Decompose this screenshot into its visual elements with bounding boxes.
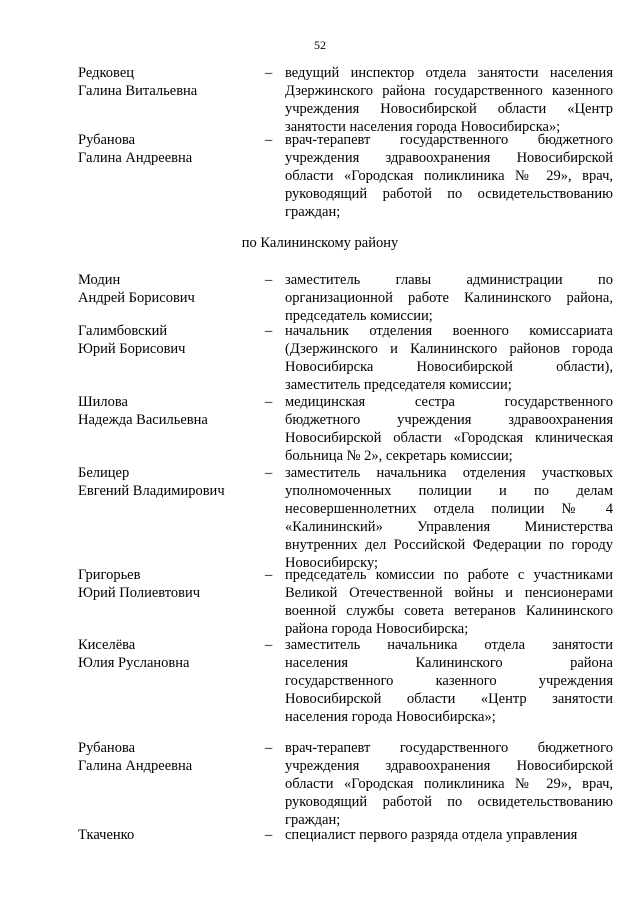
member-entry [78, 131, 613, 221]
member-name [78, 739, 263, 829]
dash-separator: – [265, 132, 273, 148]
page-number: 52 [314, 38, 326, 52]
member-given-names: Надежда Васильевна [78, 412, 208, 428]
position-line: внутренних дел Российской Федерации по городу [285, 537, 613, 553]
member-given-names: Галина Андреевна [78, 758, 193, 774]
member-surname: Галимбовский [78, 323, 168, 339]
position-line: района города Новосибирска; [285, 621, 469, 637]
position-line: руководящий работой по освидетельствованию [285, 186, 613, 202]
member-given-names: Андрей Борисович [78, 290, 195, 306]
member-name [78, 271, 263, 325]
member-entry [78, 271, 613, 325]
position-line: бюджетного учреждения здравоохранения [285, 412, 613, 428]
position-line: граждан; [285, 204, 341, 220]
member-entry [78, 393, 613, 465]
member-surname: Шилова [78, 394, 128, 410]
member-entry [78, 566, 613, 638]
dash-separator: – [265, 394, 273, 410]
member-name [78, 393, 263, 465]
member-entry [78, 64, 613, 136]
member-surname: Григорьев [78, 567, 141, 583]
position-line: начальник отделения военного комиссариата [285, 323, 613, 339]
position-line: председатель комиссии по работе с участниками [285, 567, 613, 583]
member-entry [78, 739, 613, 829]
member-surname: Ткаченко [78, 827, 135, 843]
dash-separator: – [265, 65, 273, 81]
member-name [78, 464, 263, 572]
position-line: врач-терапевт государственного бюджетного [285, 132, 613, 148]
section-title: по Калининскому району [241, 235, 399, 251]
position-line: уполномоченных полиции и по делам [285, 483, 613, 499]
dash-separator: – [265, 637, 273, 653]
position-line: населения города Новосибирска»; [285, 709, 496, 725]
position-line: населения Калининского района [285, 655, 613, 671]
dash-separator: – [265, 323, 273, 339]
position-line: специалист первого разряда отдела управления [285, 827, 578, 843]
position-line: учреждения Новосибирской области «Центр [285, 101, 613, 117]
position-line: организационной работе Калининского района, [285, 290, 613, 306]
member-entry [78, 826, 613, 844]
position-line: граждан; [285, 812, 341, 828]
member-surname: Рубанова [78, 132, 136, 148]
position-line: Новосибирской области «Городская клиническая [285, 430, 613, 446]
member-position [285, 64, 613, 136]
member-entry [78, 322, 613, 394]
position-line: области «Городская поликлиника № 29», врач, [285, 168, 613, 184]
position-line: медицинская сестра государственного [285, 394, 613, 410]
member-name [78, 636, 263, 726]
member-surname: Белицер [78, 465, 130, 481]
member-position [285, 322, 613, 394]
member-surname: Рубанова [78, 740, 136, 756]
member-given-names: Юрий Борисович [78, 341, 186, 357]
position-line: врач-терапевт государственного бюджетного [285, 740, 613, 756]
member-name [78, 566, 263, 638]
position-line: государственного казенного учреждения [285, 673, 613, 689]
position-line: председатель комиссии; [285, 308, 433, 324]
position-line: (Дзержинского и Калининского районов города [285, 341, 613, 357]
position-line: Новосибирска Новосибирской области), [285, 359, 613, 375]
position-line: заместитель начальника отдела занятости [285, 637, 613, 653]
member-position [285, 566, 613, 638]
member-given-names: Галина Витальевна [78, 83, 198, 99]
member-entry [78, 636, 613, 726]
dash-separator: – [265, 567, 273, 583]
position-line: Дзержинского района государственного казенного [285, 83, 613, 99]
member-surname: Редковец [78, 65, 135, 81]
member-surname: Модин [78, 272, 121, 288]
member-position [285, 636, 613, 726]
member-given-names: Юрий Полиевтович [78, 585, 201, 601]
member-position [285, 739, 613, 829]
member-name [78, 826, 263, 844]
dash-separator: – [265, 465, 273, 481]
member-name [78, 131, 263, 221]
member-position [285, 131, 613, 221]
position-line: заместитель главы администрации по [285, 272, 613, 288]
position-line: учреждения здравоохранения Новосибирской [285, 150, 613, 166]
member-surname: Киселёва [78, 637, 136, 653]
position-line: заместитель начальника отделения участковых [285, 465, 613, 481]
position-line: Новосибирску; [285, 555, 379, 571]
member-given-names: Галина Андреевна [78, 150, 193, 166]
position-line: Новосибирской области «Центр занятости [285, 691, 613, 707]
position-line: несовершеннолетних отдела полиции № 4 [285, 501, 613, 517]
member-position [285, 393, 613, 465]
position-line: занятости населения города Новосибирска»; [285, 119, 561, 135]
position-line: учреждения здравоохранения Новосибирской [285, 758, 613, 774]
member-position [285, 826, 613, 844]
member-position [285, 271, 613, 325]
position-line: ведущий инспектор отдела занятости населения [285, 65, 613, 81]
position-line: заместитель председателя комиссии; [285, 377, 512, 393]
position-line: Великой Отечественной войны и пенсионерами [285, 585, 613, 601]
dash-separator: – [265, 827, 273, 843]
position-line: «Калининский» Управления Министерства [285, 519, 613, 535]
position-line: области «Городская поликлиника № 29», врач, [285, 776, 613, 792]
position-line: больница № 2», секретарь комиссии; [285, 448, 513, 464]
member-name [78, 322, 263, 394]
position-line: военной службы совета ветеранов Калининского [285, 603, 613, 619]
position-line: руководящий работой по освидетельствованию [285, 794, 613, 810]
dash-separator: – [265, 272, 273, 288]
member-position [285, 464, 613, 572]
member-given-names: Евгений Владимирович [78, 483, 225, 499]
member-entry [78, 464, 613, 572]
member-name [78, 64, 263, 136]
dash-separator: – [265, 740, 273, 756]
member-given-names: Юлия Руслановна [78, 655, 190, 671]
